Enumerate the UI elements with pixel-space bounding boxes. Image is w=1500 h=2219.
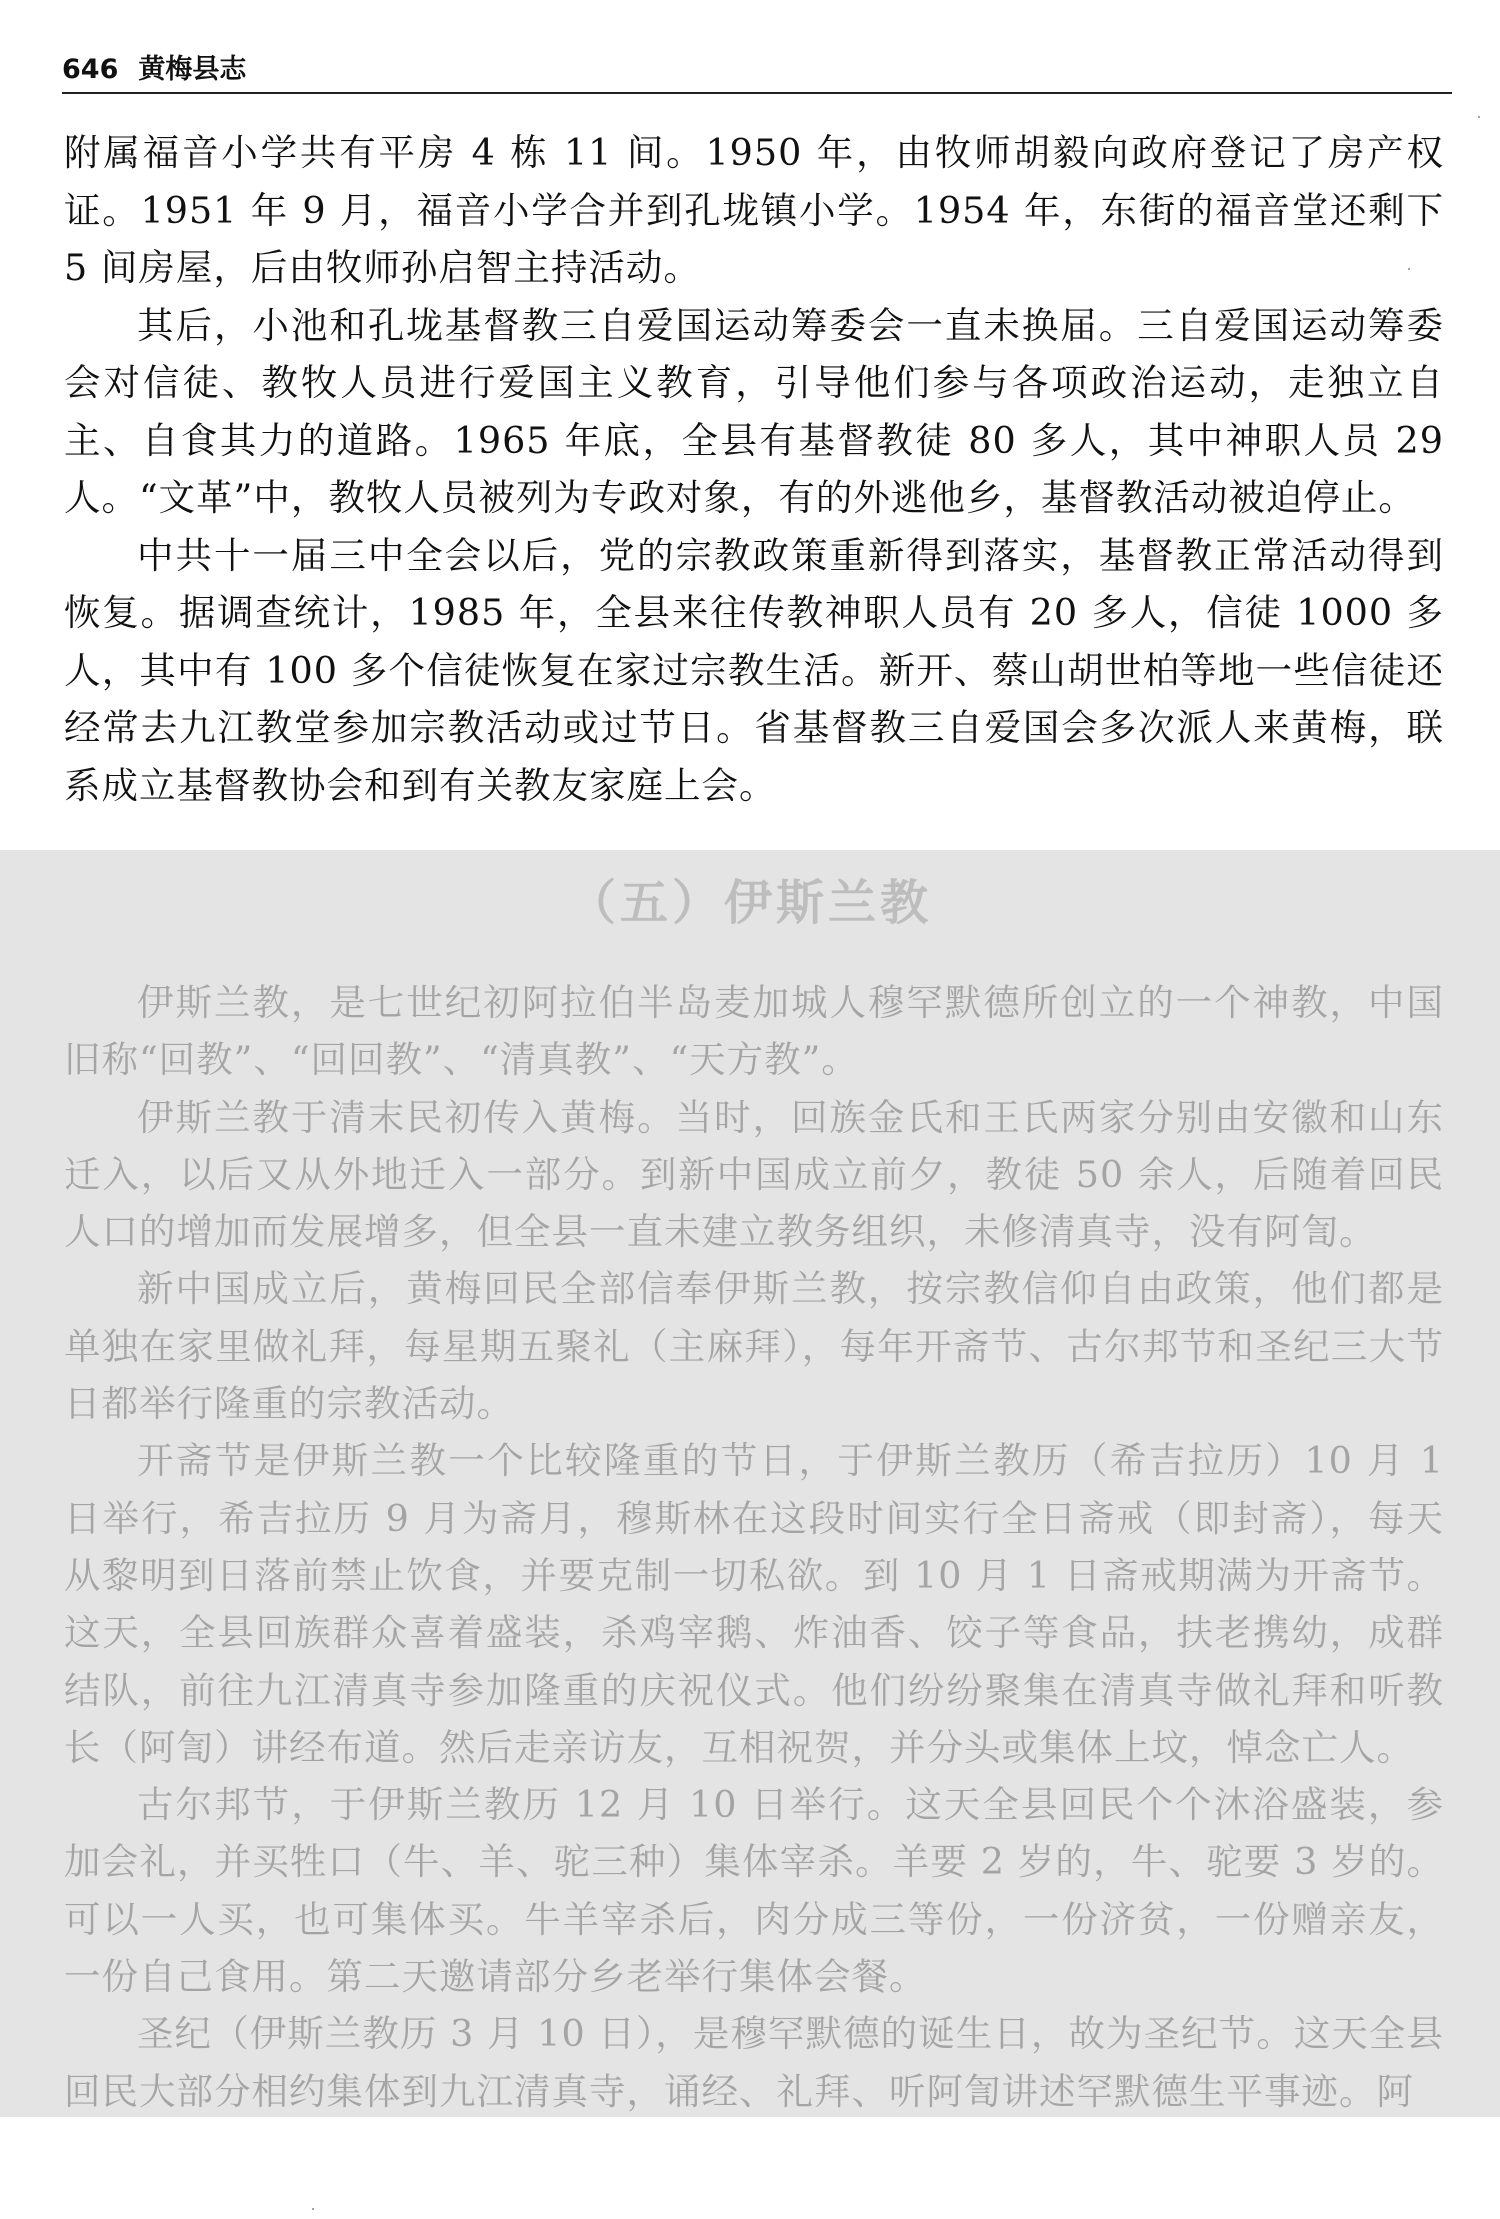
scan-speck [312,2208,314,2210]
scan-speck [1478,116,1480,118]
paragraph: 伊斯兰教于清末民初传入黄梅。当时，回族金氏和王氏两家分别由安徽和山东迁入，以后又从外地迁入一部分。到新中国成立前夕，教徒 50 余人，后随着回民人口的增加而发展增多，但全县一直未建立教务组织，未修清真寺，没有阿訇。 [64,1095,1444,1254]
islam-section [0,850,1500,2117]
section-body [64,974,1444,2120]
paragraph: 古尔邦节，于伊斯兰教历 12 月 10 日举行。这天全县回民个个沐浴盛装，参加会礼，并买牲口（牛、羊、驼三种）集体宰杀。羊要 2 岁的，牛、驼要 3 岁的。可以一人买，也可集体买。牛羊宰杀后，肉分成三等份，一份济贫，一份赠亲友，一份自己食用。第二天邀请部分乡老举行集体会餐。 [64,1783,1444,1999]
paragraph: 中共十一届三中全会以后，党的宗教政策重新得到落实，基督教正常活动得到恢复。据调查统计，1985 年，全县来往传教神职人员有 20 多人，信徒 1000 多人，其中有 100 多个信徒恢复在家过宗教生活。新开、蔡山胡世柏等地一些信徒还经常去九江教堂参加宗教活动或过节日。省基督教三自爱国会多次派人来黄梅，联系成立基督教协会和到有关教友家庭上会。 [64,533,1444,807]
paragraph: 其后，小池和孔垅基督教三自爱国运动筹委会一直未换届。三自爱国运动筹委会对信徒、教牧人员进行爱国主义教育，引导他们参与各项政治运动，走独立自主、自食其力的道路。1965 年底，全县有基督教徒 80 多人，其中神职人员 29 人。“文革”中，教牧人员被列为专政对象，有的外逃他乡，基督教活动被迫停止。 [64,303,1444,519]
paragraph: 伊斯兰教，是七世纪初阿拉伯半岛麦加城人穆罕默德所创立的一个神教，中国旧称“回教”、“回回教”、“清真教”、“天方教”。 [64,981,1444,1082]
header-rule [62,92,1452,94]
paragraph: 圣纪（伊斯兰教历 3 月 10 日），是穆罕默德的诞生日，故为圣纪节。这天全县回民大部分相约集体到九江清真寺，诵经、礼拜、听阿訇讲述罕默德生平事迹。阿 [64,2012,1444,2113]
page-number: 646 [62,54,119,85]
section-title: （五）伊斯兰教 [567,875,932,931]
paragraph: 开斋节是伊斯兰教一个比较隆重的节日，于伊斯兰教历（希吉拉历）10 月 1 日举行，希吉拉历 9 月为斋月，穆斯林在这段时间实行全日斋戒（即封斋），每天从黎明到日落前禁止饮食，并要克制一切私欲。到 10 月 1 日斋戒期满为开斋节。这天，全县回族群众喜着盛装，杀鸡宰鹅、炸油香、饺子等食品，扶老携幼，成群结队，前往九江清真寺参加隆重的庆祝仪式。他们纷纷聚集在清真寺做礼拜和听教长（阿訇）讲经布道。然后走亲访友，互相祝贺，并分头或集体上坟，悼念亡人。 [64,1439,1444,1769]
paragraph: 新中国成立后，黄梅回民全部信奉伊斯兰教，按宗教信仰自由政策，他们都是单独在家里做礼拜，每星期五聚礼（主麻拜），每年开斋节、古尔邦节和圣纪三大节日都举行隆重的宗教活动。 [64,1267,1444,1426]
book-title: 黄梅县志 [138,54,247,85]
paragraph: 附属福音小学共有平房 4 栋 11 间。1950 年，由牧师胡毅向政府登记了房产权证。1951 年 9 月，福音小学合并到孔垅镇小学。1954 年，东街的福音堂还剩下 5 间房屋，后由牧师孙启智主持活动。 [64,131,1444,289]
scan-speck [1408,268,1410,270]
page-header [62,50,246,90]
upper-text-block [64,124,1444,814]
